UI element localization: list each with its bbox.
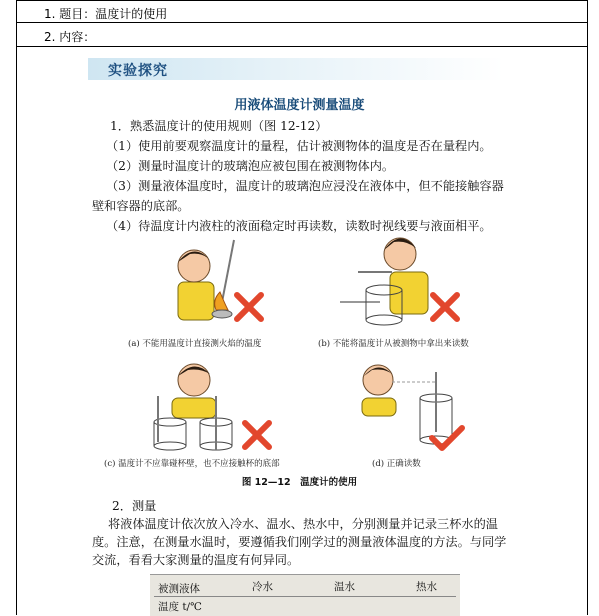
table-header-hot: 热水 bbox=[416, 581, 437, 593]
figure-caption: 图 12—12 温度计的使用 bbox=[241, 477, 358, 488]
experiment-title: 用液体温度计测量温度 bbox=[234, 98, 365, 113]
rule-2: （2）测量时温度计的玻璃泡应被包围在被测物体内。 bbox=[106, 159, 395, 173]
figure-d-caption: (d) 正确读数 bbox=[372, 459, 421, 469]
cross-mark-a bbox=[232, 290, 266, 324]
table-divider bbox=[154, 596, 456, 597]
section-tab bbox=[88, 58, 504, 80]
header-divider-2 bbox=[16, 46, 588, 47]
rule-3b: 壁和容器的底部。 bbox=[92, 199, 190, 213]
top-border bbox=[16, 0, 588, 1]
record-table bbox=[150, 574, 460, 616]
figure-c-caption: (c) 温度计不应靠碰杯壁，也不应接触杯的底部 bbox=[104, 459, 280, 469]
figure-c-illustration bbox=[150, 360, 250, 452]
measure-heading: 2．测量 bbox=[112, 499, 157, 513]
check-mark-d bbox=[428, 424, 466, 454]
figure-b-caption: (b) 不能将温度计从被测物中拿出来读数 bbox=[318, 339, 469, 349]
rules-heading: 1．熟悉温度计的使用规则（图 12-12） bbox=[110, 119, 328, 133]
table-header-liquid: 被测液体 bbox=[158, 583, 200, 595]
measure-paragraph-3: 交流，看看大家测量的温度有何异同。 bbox=[92, 553, 300, 567]
figure-a-caption: (a) 不能用温度计直接测火焰的温度 bbox=[128, 339, 262, 349]
table-row-temperature: 温度 t/℃ bbox=[158, 601, 202, 613]
rule-1: （1）使用前要观察温度计的量程，估计被测物体的温度是否在量程内。 bbox=[106, 139, 492, 153]
rule-3a: （3）测量液体温度时，温度计的玻璃泡应浸没在液体中，但不能接触容器 bbox=[106, 179, 504, 193]
rule-4: （4）待温度计内液柱的液面稳定时再读数，读数时视线要与液面相平。 bbox=[106, 219, 492, 233]
topic-line: 1. 题目：温度计的使用 bbox=[44, 7, 168, 21]
section-tab-label: 实验探究 bbox=[108, 63, 168, 79]
table-header-cold: 冷水 bbox=[252, 581, 273, 593]
content-line: 2. 内容： bbox=[44, 30, 96, 44]
table-header-warm: 温水 bbox=[334, 581, 355, 593]
header-divider-1 bbox=[16, 22, 588, 23]
cross-mark-b bbox=[428, 290, 462, 324]
measure-paragraph-1: 将液体温度计依次放入冷水、温水、热水中，分别测量并记录三杯水的温 bbox=[108, 517, 498, 531]
cross-mark-c bbox=[240, 418, 274, 452]
measure-paragraph-2: 度。注意，在测量水温时，要遵循我们刚学过的测量液体温度的方法。与同学 bbox=[92, 535, 507, 549]
